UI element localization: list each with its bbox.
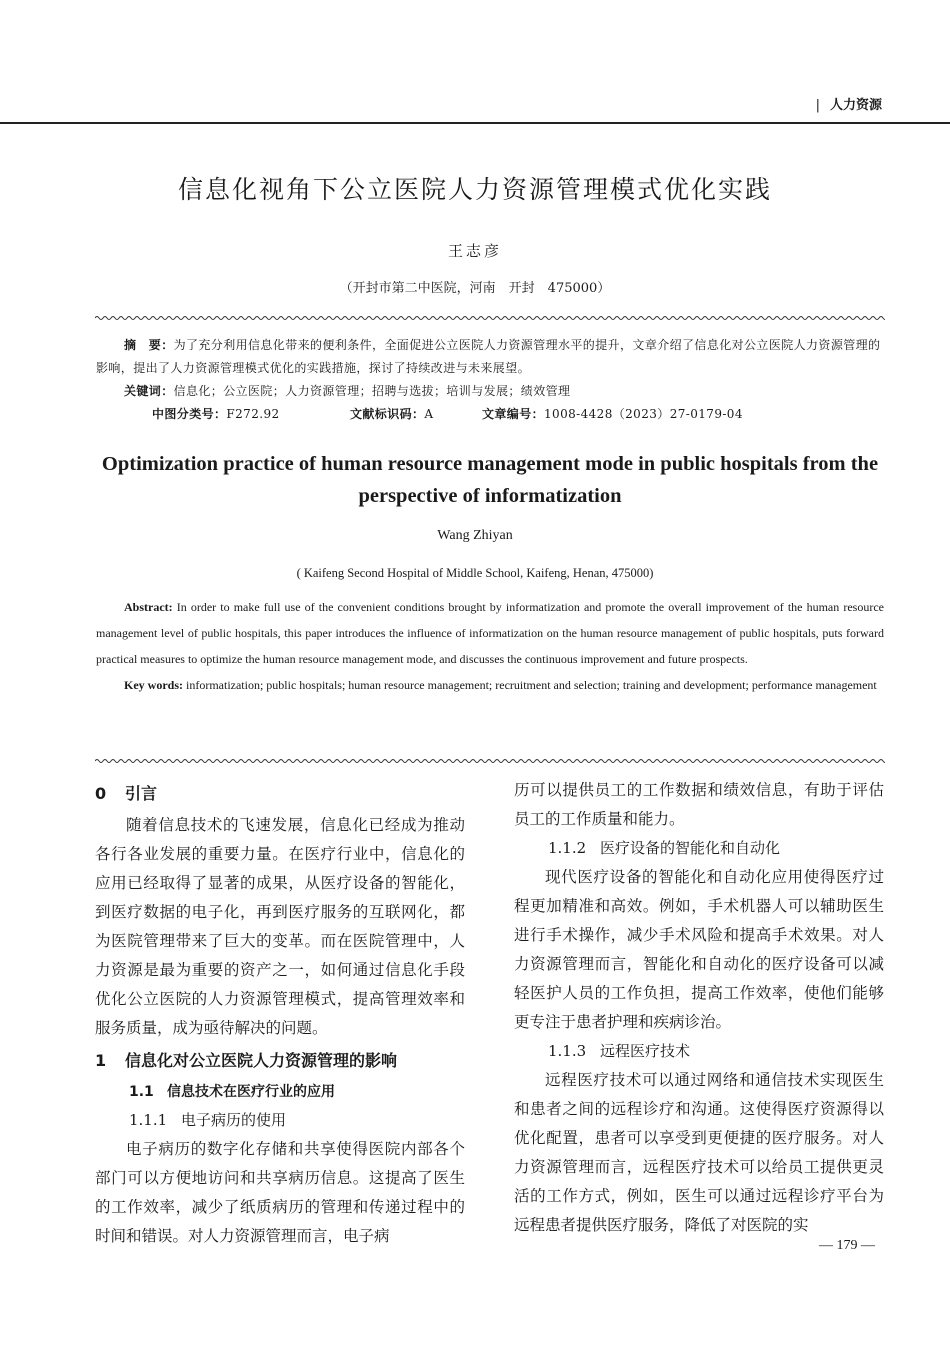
abstract-en: Abstract: In order to make full use of the convenient conditions brought by informatization and promote the overall improvement of the human resource management level of public hospitals, this paper introduces the influence of informatization on the human resource management of public hospitals, puts forward practical measures to optimize the human resource management mode, and discusses the continuous improvement and future prospects.	[96, 600, 884, 666]
header-rule	[0, 122, 950, 124]
section-1-1-heading: 1.1 信息技术在医疗行业的应用	[129, 1084, 335, 1100]
abstract-en-block	[96, 594, 884, 698]
page-number: — 179 —	[819, 1238, 875, 1253]
section-1-1-3-heading: 1.1.3 远程医疗技术	[548, 1042, 691, 1060]
title-en: Optimization practice of human resource management mode in public hospitals from the perspective of informatization	[101, 453, 879, 507]
section-1-1-1-continued: 历可以提供员工的工作数据和绩效信息，有助于评估员工的工作质量和能力。	[514, 781, 884, 828]
wavy-divider-bottom	[95, 757, 885, 765]
affiliation-cn: （开封市第二中医院，河南 开封 475000）	[339, 281, 611, 296]
keywords-en: Key words: informatization; public hospitals; human resource management; recruitment and selection; training and development; performance management	[124, 678, 877, 692]
abstract-cn-block	[96, 334, 884, 426]
section-label: | 人力资源	[815, 98, 882, 113]
section-1-1-1-heading: 1.1.1 电子病历的使用	[129, 1111, 287, 1129]
section-1-1-1-paragraph: 电子病历的数字化存储和共享使得医院内部各个部门可以方便地访问和共享病历信息。这提高了医生的工作效率，减少了纸质病历的管理和传递过程中的时间和错误。对人力资源管理而言，电子病	[95, 1140, 465, 1245]
keywords-cn: 关键词：信息化；公立医院；人力资源管理；招聘与选拔；培训与发展；绩效管理	[124, 384, 571, 398]
section-0-heading: 0 引言	[95, 784, 158, 803]
classification-row: 中图分类号：F272.92 文献标识码：A 文章编号：1008-4428（2023）27-0179-04	[152, 407, 743, 421]
section-1-1-2-heading: 1.1.2 医疗设备的智能化和自动化	[548, 839, 781, 857]
section-1-1-2-paragraph: 现代医疗设备的智能化和自动化应用使得医疗过程更加精准和高效。例如，手术机器人可以辅助医生进行手术操作，减少手术风险和提高手术效果。对人力资源管理而言，智能化和自动化的医疗设备可以减轻医护人员的工作负担，提高工作效率，使他们能够更专注于患者护理和疾病诊治。	[514, 868, 884, 1031]
section-1-1-3-paragraph: 远程医疗技术可以通过网络和通信技术实现医生和患者之间的远程诊疗和沟通。这使得医疗资源得以优化配置，患者可以享受到更便捷的医疗服务。对人力资源管理而言，远程医疗技术可以给员工提供更灵活的工作方式，例如，医生可以通过远程诊疗平台为远程患者提供医疗服务，降低了对医院的实	[514, 1071, 884, 1234]
wavy-divider-top	[95, 314, 885, 322]
right-column	[514, 776, 884, 1240]
author-en: Wang Zhiyan	[437, 528, 513, 543]
title-cn: 信息化视角下公立医院人力资源管理模式优化实践	[177, 175, 772, 204]
left-column	[95, 776, 465, 1251]
affiliation-en: ( Kaifeng Second Hospital of Middle School, Kaifeng, Henan, 475000)	[296, 566, 654, 580]
section-0-paragraph: 随着信息技术的飞速发展，信息化已经成为推动各行各业发展的重要力量。在医疗行业中，信息化的应用已经取得了显著的成果，从医疗设备的智能化，到医疗数据的电子化，再到医疗服务的互联网化，都为医院管理带来了巨大的变革。而在医院管理中，人力资源是最为重要的资产之一，如何通过信息化手段优化公立医院的人力资源管理模式，提高管理效率和服务质量，成为亟待解决的问题。	[95, 816, 465, 1037]
author-cn: 王志彦	[447, 242, 502, 260]
abstract-cn: 摘 要：为了充分利用信息化带来的便利条件，全面促进公立医院人力资源管理水平的提升，文章介绍了信息化对公立医院人力资源管理的影响，提出了人力资源管理模式优化的实践措施，探讨了持续改进与未来展望。	[96, 338, 881, 375]
section-1-heading: 1 信息化对公立医院人力资源管理的影响	[95, 1051, 398, 1070]
